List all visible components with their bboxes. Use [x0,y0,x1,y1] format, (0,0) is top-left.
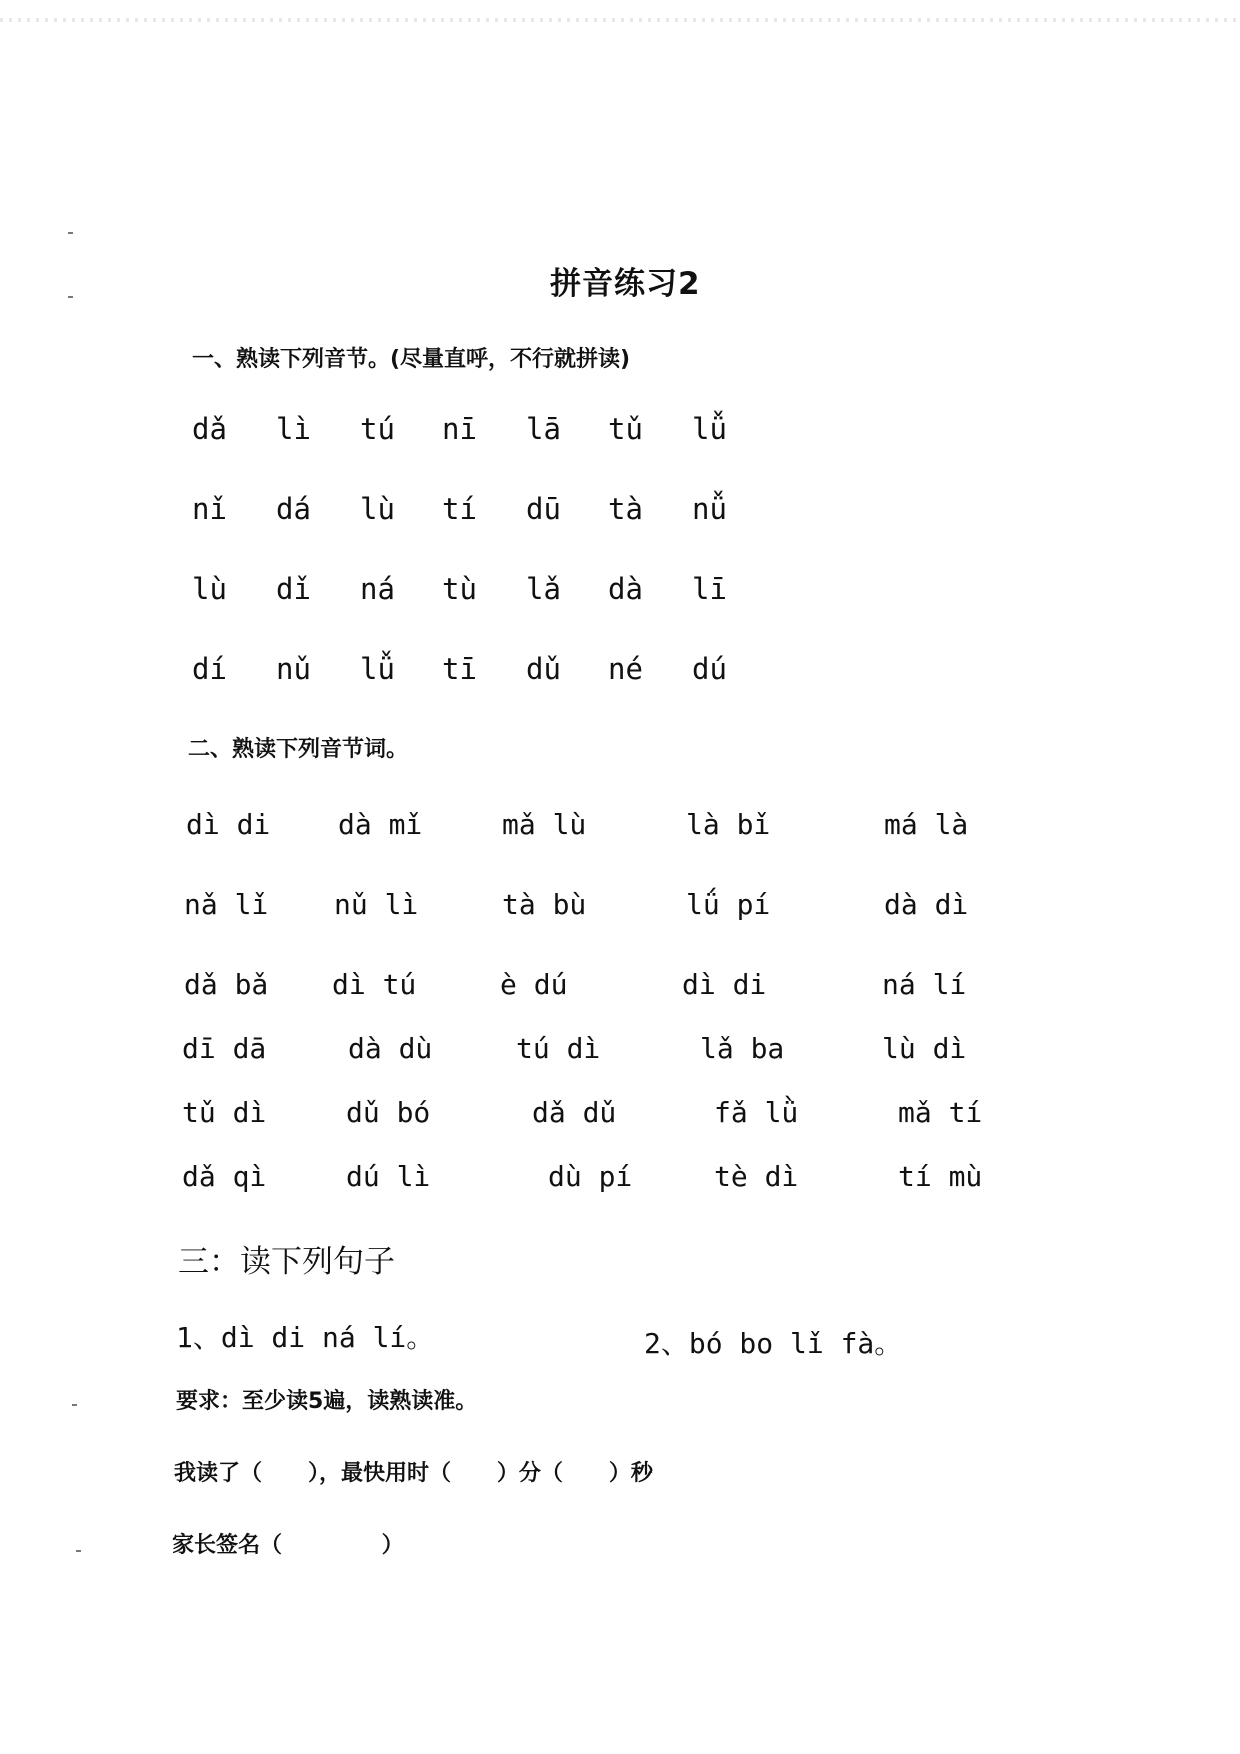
scan-speck [72,1404,77,1406]
syllable: nǚ [692,492,727,526]
reading-record-line: 我读了（ ），最快用时（ ）分（ ）秒 [174,1461,653,1486]
word: dǎ qì [182,1160,267,1193]
word: dà dù [348,1032,433,1065]
syllable: tí [442,492,477,526]
syllable: lī [692,572,727,606]
word: dù pí [548,1160,633,1193]
word: dī dā [182,1032,267,1065]
section2-heading: 二、熟读下列音节词。 [188,737,409,762]
word: mǎ tí [898,1096,983,1129]
syllable: lì [276,412,311,446]
syllable: nǔ [276,652,311,686]
syllable: tù [442,572,477,606]
syllable: né [608,652,643,686]
word: dǎ bǎ [184,968,269,1001]
syllable: tī [442,652,477,686]
syllable: lù [360,492,395,526]
section1-heading: 一、熟读下列音节。(尽量直呼，不行就拼读) [192,347,631,372]
word: dǎ dǔ [532,1096,617,1129]
word: lǎ ba [700,1032,785,1065]
syllable: lǚ [360,652,395,686]
word: dì tú [332,968,417,1001]
parent-signature-line: 家长签名（ ） [172,1533,404,1558]
sentence-1: 1、dì di ná lí。 [176,1321,435,1354]
scan-speck [68,232,73,234]
word: tú dì [516,1032,601,1065]
word: fǎ lǜ [714,1096,799,1129]
word: lù dì [882,1032,967,1065]
syllable: nī [442,412,477,446]
syllable: tà [608,492,643,526]
syllable: lǚ [692,412,727,446]
syllable: dǎ [192,412,227,446]
word: nǔ lì [334,888,419,921]
word: tǔ dì [182,1096,267,1129]
scan-speck [68,296,73,298]
requirement-text: 要求：至少读5遍，读熟读准。 [176,1389,478,1414]
syllable: dǐ [276,572,311,606]
word: lǘ pí [686,888,771,921]
word: dǔ bó [346,1096,431,1129]
word: tí mù [898,1160,983,1193]
sentence-2: 2、bó bo lǐ fà。 [644,1327,903,1360]
scan-noise-strip [0,18,1240,22]
page-title: 拼音练习2 [550,266,701,302]
word: dì di [186,808,271,841]
syllable: lù [192,572,227,606]
word: dú lì [346,1160,431,1193]
word: tà bù [502,888,587,921]
word: è dú [500,968,568,1001]
syllable: tǔ [608,412,643,446]
scan-speck [76,1550,81,1552]
word: tè dì [714,1160,799,1193]
syllable: dǔ [526,652,561,686]
syllable: nǐ [192,492,227,526]
syllable: dū [526,492,561,526]
syllable: lǎ [526,572,561,606]
word: dà dì [884,888,969,921]
word: dà mǐ [338,808,423,841]
word: dì di [682,968,767,1001]
section3-heading: 三：读下列句子 [178,1244,395,1280]
syllable: dà [608,572,643,606]
syllable: dá [276,492,311,526]
word: nǎ lǐ [184,888,269,921]
syllable: tú [360,412,395,446]
word: má là [884,808,969,841]
word: mǎ lù [502,808,587,841]
syllable: ná [360,572,395,606]
word: là bǐ [686,808,771,841]
syllable: lā [526,412,561,446]
syllable: dú [692,652,727,686]
word: ná lí [882,968,967,1001]
syllable: dí [192,652,227,686]
